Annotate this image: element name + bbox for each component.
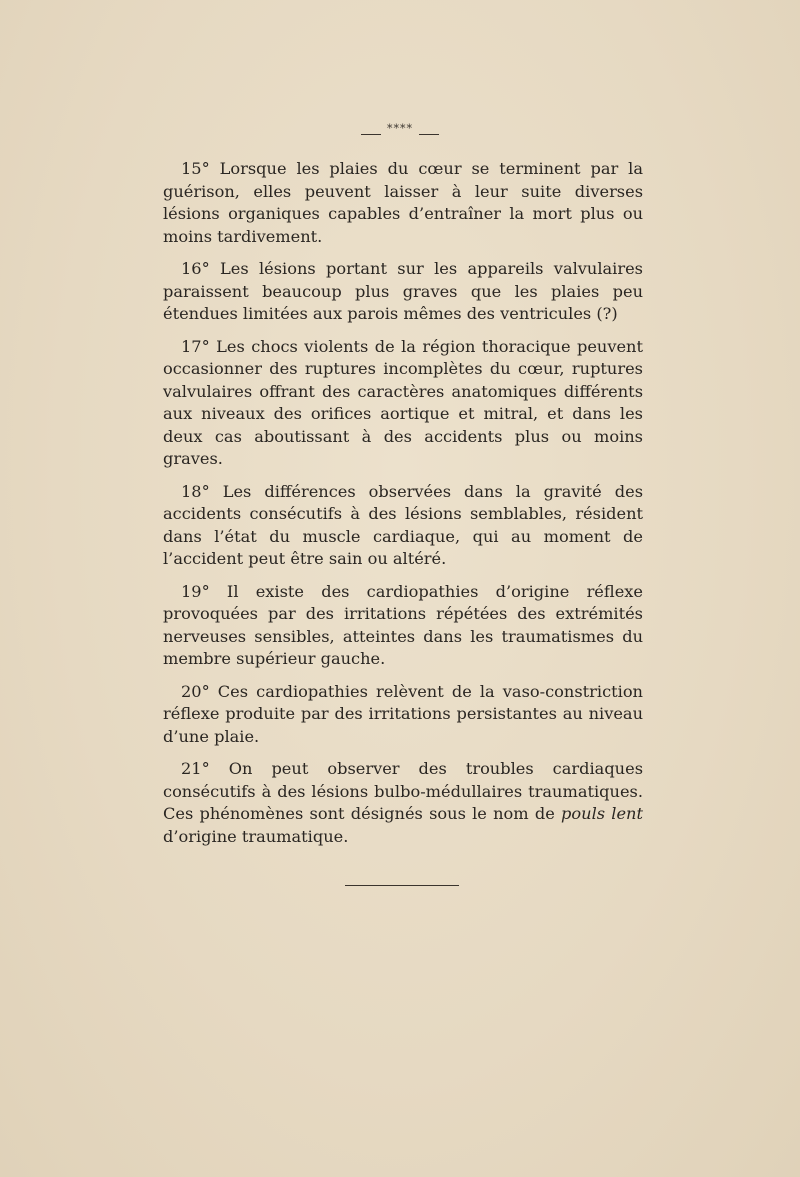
paragraph-19	[163, 581, 643, 671]
paragraph-number: 17°	[181, 336, 210, 356]
paragraph-text: Il existe des cardiopathies d’origine réflexe provoquées par des irritations répétées des extrémités nerveuses sensibles, atteintes dans les traumatismes du membre supérieur gauche.	[163, 581, 643, 668]
paragraph-number: 19°	[181, 581, 210, 601]
paragraph-text: Lorsque les plaies du cœur se terminent par la guérison, elles peuvent laisser à leur suite diverses lésions organiques capables d’entraîner la mort plus ou moins tardivement.	[163, 159, 643, 246]
paragraph-text: Les chocs violents de la région thoracique peuvent occasionner des ruptures incomplètes du cœur, ruptures valvulaires offrant des caractères anatomiques différents aux niveaux des orifices aortique et mitral, et dans les deux cas aboutissant à des accidents plus ou moins graves.	[163, 336, 643, 468]
paragraph-number: 15°	[181, 159, 210, 178]
header-mark: ****	[387, 122, 413, 135]
paragraph-number: 20°	[181, 681, 210, 701]
page-header	[0, 122, 800, 135]
document-body	[163, 158, 643, 858]
paragraph-number: 16°	[181, 259, 210, 278]
paragraph-17	[163, 336, 643, 471]
paragraph-text: Ces cardiopathies relèvent de la vaso-constriction réflexe produite par des irritations persistantes au niveau d’une plaie.	[163, 681, 643, 746]
closing-rule	[345, 885, 459, 886]
header-dash-left	[361, 134, 381, 135]
paragraph-text: Les lésions portant sur les appareils valvulaires paraissent beaucoup plus graves que les plaies peu étendues limitées aux parois mêmes des ventricules (?)	[163, 259, 643, 323]
paragraph-21	[163, 758, 643, 848]
paragraph-text-before: On peut observer des troubles cardiaques consécutifs à des lésions bulbo-médullaires traumatiques. Ces phénomènes sont désignés sous le nom de	[163, 759, 643, 823]
paragraph-text-after: d’origine traumatique.	[163, 826, 349, 846]
paragraph-number: 18°	[181, 481, 210, 501]
header-dash-right	[419, 134, 439, 135]
paragraph-text-italic: pouls lent	[561, 804, 643, 823]
paragraph-number: 21°	[181, 759, 210, 778]
paragraph-16	[163, 258, 643, 326]
paragraph-text: Les différences observées dans la gravité des accidents consécutifs à des lésions semblables, résident dans l’état du muscle cardiaque, qui au moment de l’accident peut être sain ou altéré.	[163, 481, 643, 568]
paragraph-20	[163, 681, 643, 749]
paragraph-18	[163, 481, 643, 571]
paragraph-15	[163, 158, 643, 248]
